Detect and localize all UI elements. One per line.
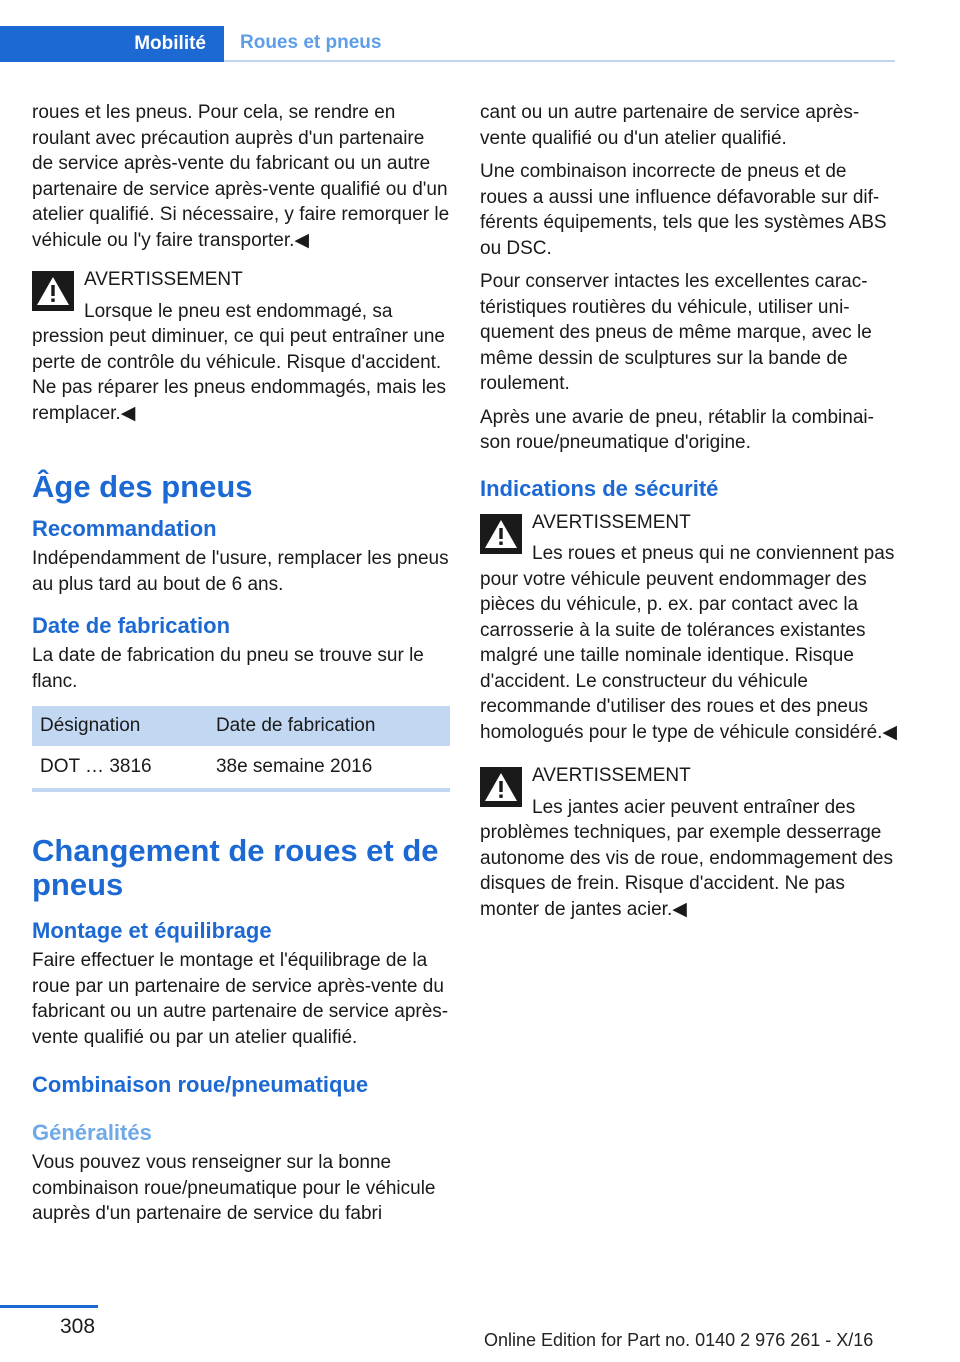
page-number-rule xyxy=(0,1305,98,1308)
manufacture-heading: Date de fabrication xyxy=(32,613,231,638)
header-topic-tab: Roues et pneus xyxy=(240,32,382,53)
safety-heading: Indications de sécurité xyxy=(480,475,719,501)
right-column xyxy=(480,100,898,922)
table-cell: 38e semaine 2016 xyxy=(215,756,373,778)
warning-triangle-icon xyxy=(480,514,522,554)
page-number: 308 xyxy=(60,1315,96,1338)
recommendation-heading: Recommandation xyxy=(32,516,217,541)
manufacture-table xyxy=(32,706,450,788)
warning-text: Lorsque le pneu est endommagé, sa pression peut diminuer, ce qui peut entraîner une perte de contrôle du véhicule. Risque d'accident. Ne pas réparer les pneus endommagés, mais les remplacer.◀ xyxy=(32,300,446,424)
mounting-heading: Montage et équilibrage xyxy=(32,918,272,943)
warning-triangle-icon xyxy=(32,271,74,311)
warning-block xyxy=(480,763,898,922)
table-header-designation: Désignation xyxy=(32,706,208,746)
preserve-paragraph: Pour conserver intactes les excellentes caractéristiques routières du véhicule, utiliser uniquement des pneus de même marque, avec le même dessin de sculptures sur la bande de roulement. xyxy=(480,271,872,394)
warning-title: AVERTISSEMENT xyxy=(532,511,691,533)
warning-block xyxy=(480,510,898,746)
table-cell: DOT … 3816 xyxy=(40,756,152,778)
after-damage-paragraph: Après une avarie de pneu, rétablir la combinaison roue/pneumatique d'origine. xyxy=(480,406,874,453)
combination-heading: Combinaison roue/pneumatique xyxy=(32,1072,369,1097)
header-section-tab: Mobilité xyxy=(0,26,224,62)
mounting-paragraph: Faire effectuer le montage et l'équilibrage de la roue par un partenaire de service après-vente du fabricant ou un autre partenaire de service après-vente qualifié ou par un atelier qualifié. xyxy=(32,950,449,1048)
intro-paragraph: roues et les pneus. Pour cela, se rendre en roulant avec précaution auprès d'un partenaire de service après-vente du fabricant ou un autre partenaire de service après-vente qualifié ou d'un atelier qualifié. Si nécessaire, y faire remorquer le véhicule ou l'y faire transporter.◀ xyxy=(32,102,450,251)
table-bottom-rule xyxy=(32,788,450,792)
continued-paragraph: cant ou un autre partenaire de service après-vente qualifié ou d'un atelier qualifié. xyxy=(480,102,860,149)
general-paragraph: Vous pouvez vous renseigner sur la bonne combinaison roue/pneumatique pour le véhicule auprès d'un partenaire de service du fabri xyxy=(32,1152,436,1224)
warning-block xyxy=(32,267,450,426)
warning-text: Les roues et pneus qui ne conviennent pas pour votre véhicule peuvent endommager des pièces du véhicule, p. ex. par contact avec la carrosserie à la suite de tolérances existantes malgré une taille nominale identique. Risque d'accident. Le constructeur du véhicule recommande d'utiliser des roues et des pneus homologués pour le type de véhicule considéré.◀ xyxy=(480,543,898,743)
warning-title: AVERTISSEMENT xyxy=(84,269,243,290)
edition-footer: Online Edition for Part no. 0140 2 976 261 - X/16 xyxy=(484,1330,874,1350)
table-header-date: Date de fabrication xyxy=(208,706,450,746)
left-column xyxy=(32,100,450,1235)
warning-title: AVERTISSEMENT xyxy=(532,765,691,786)
page-header xyxy=(0,26,895,62)
incorrect-combination-paragraph: Une combinaison incorrecte de pneus et de roues a aussi une influence défavorable sur différents équipements, tels que les systèmes ABS ou DSC. xyxy=(480,161,887,259)
recommendation-paragraph: Indépendamment de l'usure, remplacer les pneus au plus tard au bout de 6 ans. xyxy=(32,548,449,595)
manufacture-paragraph: La date de fabrication du pneu se trouve sur le flanc. xyxy=(32,645,424,692)
warning-text: Les jantes acier peuvent entraîner des problèmes techniques, par exemple desserrage autonome des vis de roue, endommagement des disques de frein. Risque d'accident. Ne pas monter de jantes acier.◀ xyxy=(480,796,893,920)
change-heading: Changement de roues et de pneus xyxy=(32,833,439,902)
warning-triangle-icon xyxy=(480,767,522,807)
general-heading: Généralités xyxy=(32,1120,152,1145)
age-heading: Âge des pneus xyxy=(32,469,253,504)
table-row xyxy=(32,746,450,788)
